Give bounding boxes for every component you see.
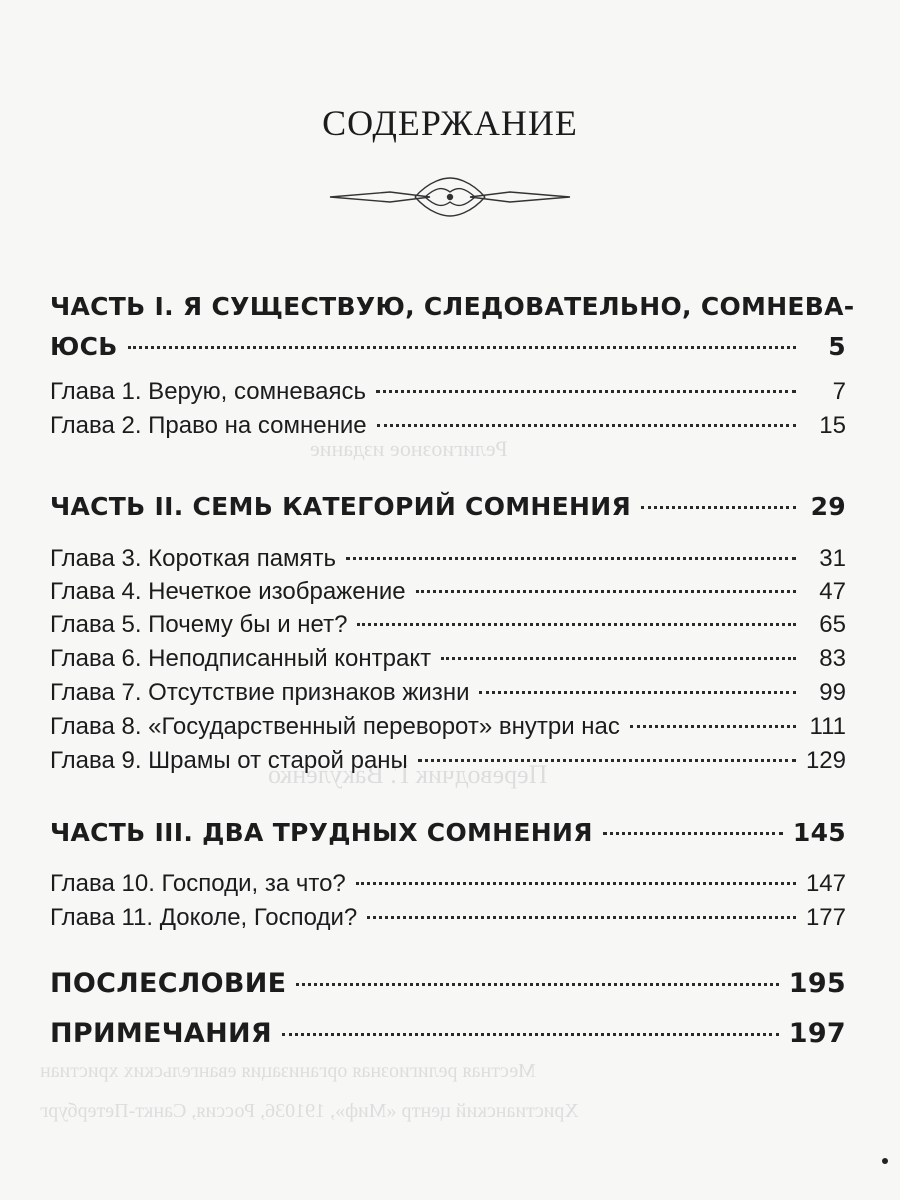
dot-leader [296,983,778,986]
show-through-text: Местная религиозная организация евангельских христиан [40,1060,536,1082]
chapter-title: Глава 3. Короткая память [50,545,337,572]
dot-leader [377,424,796,427]
page-number: 111 [809,713,846,740]
chapter-title: Глава 7. Отсутствие признаков жизни [50,679,470,706]
dot-leader [357,623,796,626]
toc-entry-notes[interactable] [50,1018,846,1049]
page-number: 5 [828,332,846,361]
chapter-title: Глава 8. «Государственный переворот» внутри нас [50,713,620,740]
dot-leader [376,390,796,393]
chapter-title: Глава 4. Нечеткое изображение [50,578,406,605]
dot-leader [603,832,783,835]
chapter-title: Глава 11. Доколе, Господи? [50,904,358,931]
show-through-text: Религиозное издание [310,436,508,461]
toc-entry-chapter-7[interactable] [50,679,846,707]
dot-leader [367,916,796,919]
page-number: 147 [805,870,846,897]
toc-entry-part-1[interactable] [50,332,846,361]
page-number: 195 [788,968,846,999]
notes-title: ПРИМЕЧАНИЯ [50,1018,272,1049]
chapter-title: Глава 10. Господи, за что? [50,870,346,897]
dot-leader [630,725,796,728]
toc-entry-part-2[interactable] [50,492,846,521]
part-title: ЧАСТЬ III. ДВА ТРУДНЫХ СОМНЕНИЯ [50,818,593,847]
print-speck [882,1158,888,1164]
dot-leader [416,590,796,593]
page-number: 15 [819,412,846,439]
dot-leader [346,557,796,560]
dot-leader [128,346,796,349]
page-number: 83 [819,645,846,672]
page-number: 31 [819,545,846,572]
chapter-title: Глава 6. Неподписанный контракт [50,645,432,672]
ornament-divider [320,170,580,225]
dot-leader [441,657,796,660]
toc-entry-chapter-2[interactable] [50,412,846,440]
show-through-text: Христианский центр «Миф», 191036, Россия, Санкт-Петербург [40,1100,579,1122]
show-through-text: Переводчик Г. Вакуленко [268,760,548,789]
page-title: СОДЕРЖАНИЕ [322,103,578,143]
chapter-title: Глава 5. Почему бы и нет? [50,611,348,638]
toc-entry-chapter-10[interactable] [50,870,846,898]
toc-entry-chapter-9[interactable] [50,747,846,775]
part-1-title-line2: ЮСЬ [50,332,118,361]
page-number: 145 [792,818,846,847]
page-number: 65 [819,611,846,638]
dot-leader [479,691,796,694]
toc-entry-afterword[interactable] [50,968,846,999]
chapter-title: Глава 1. Верую, сомневаясь [50,378,366,405]
chapter-title: Глава 2. Право на сомнение [50,412,367,439]
page-number: 129 [805,747,846,774]
dot-leader [418,759,796,762]
page-number: 197 [788,1018,846,1049]
toc-entry-chapter-6[interactable] [50,645,846,673]
dot-leader [282,1033,779,1036]
toc-entry-chapter-11[interactable] [50,904,846,932]
dot-leader [356,882,796,885]
afterword-title: ПОСЛЕСЛОВИЕ [50,968,287,999]
toc-entry-part-3[interactable] [50,818,846,847]
chapter-title: Глава 9. Шрамы от старой раны [50,747,408,774]
page-number: 29 [810,492,846,521]
dot-leader [641,506,796,509]
toc-entry-chapter-5[interactable] [50,611,846,639]
page-number: 47 [819,578,846,605]
toc-entry-chapter-8[interactable] [50,713,846,741]
page-number: 99 [819,679,846,706]
page-number: 177 [805,904,846,931]
page-number: 7 [832,378,846,405]
part-title: ЧАСТЬ II. СЕМЬ КАТЕГОРИЙ СОМНЕНИЯ [50,492,632,521]
toc-entry-chapter-1[interactable] [50,378,846,406]
toc-entry-chapter-3[interactable] [50,545,846,573]
toc-entry-chapter-4[interactable] [50,578,846,606]
part-1-title-line1: ЧАСТЬ I. Я СУЩЕСТВУЮ, СЛЕДОВАТЕЛЬНО, СОМНЕВА- [50,292,855,321]
